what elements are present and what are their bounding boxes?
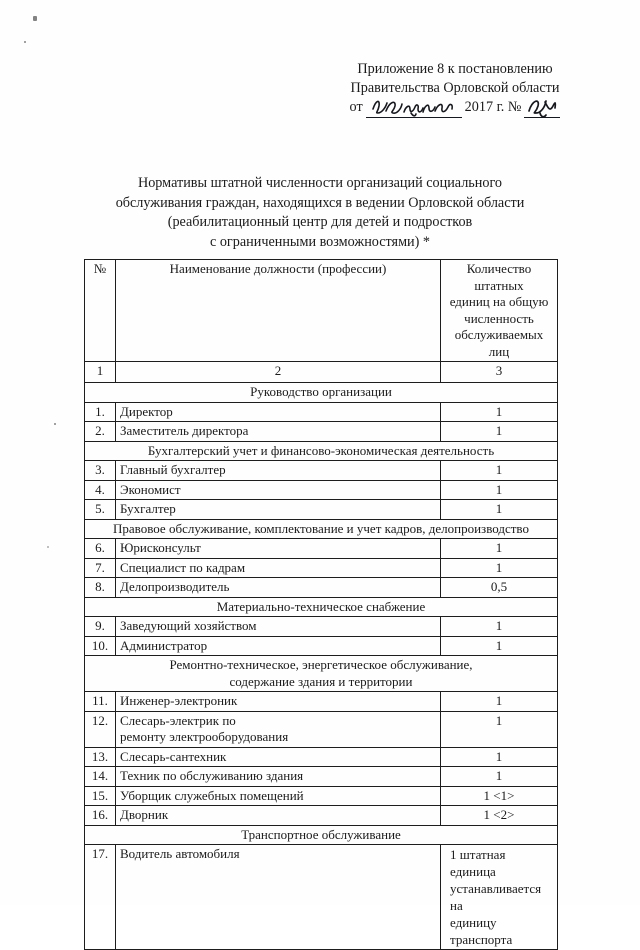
table-row <box>85 480 558 500</box>
table-row <box>85 617 558 637</box>
table-row <box>85 422 558 442</box>
row-number: 12. <box>85 711 116 747</box>
row-position-name: Дворник <box>116 806 441 826</box>
section-title: Ремонтно-техническое, энергетическое обслуживание, содержание здания и территории <box>85 656 558 692</box>
table-row <box>85 402 558 422</box>
row-position-name: Директор <box>116 402 441 422</box>
row-number: 4. <box>85 480 116 500</box>
title-line-4: с ограниченными возможностями) * <box>209 233 431 250</box>
row-position-name: Экономист <box>116 480 441 500</box>
row-quantity: 1 <2> <box>441 806 558 826</box>
table-row <box>85 786 558 806</box>
date-prefix-label: от <box>349 99 363 115</box>
row-number: 5. <box>85 500 116 520</box>
row-quantity: 1 <box>441 539 558 559</box>
row-quantity: 1 <box>441 500 558 520</box>
row-quantity: 1 <box>441 422 558 442</box>
table-row <box>85 578 558 598</box>
section-title: Бухгалтерский учет и финансово-экономическая деятельность <box>85 441 558 461</box>
column-number-2: 2 <box>116 362 441 383</box>
table-row <box>85 711 558 747</box>
row-position-name: Инженер-электроник <box>116 692 441 712</box>
row-number: 3. <box>85 461 116 481</box>
row-number: 16. <box>85 806 116 826</box>
row-number: 2. <box>85 422 116 442</box>
section-header-row <box>85 656 558 692</box>
row-position-name: Специалист по кадрам <box>116 558 441 578</box>
table-header-row <box>85 260 558 362</box>
row-position-name: Главный бухгалтер <box>116 461 441 481</box>
appendix-reference-line-1: Приложение 8 к постановлению <box>357 61 553 77</box>
section-header-row <box>85 383 558 403</box>
section-header-row <box>85 441 558 461</box>
row-quantity: 1 <box>441 692 558 712</box>
row-number: 8. <box>85 578 116 598</box>
row-position-name: Слесарь-электрик по ремонту электрооборудования <box>116 711 441 747</box>
row-position-name: Техник по обслуживанию здания <box>116 767 441 787</box>
decree-date-line <box>300 98 610 118</box>
row-position-name: Юрисконсульт <box>116 539 441 559</box>
staffing-norms-table <box>84 259 558 950</box>
row-quantity: 1 <box>441 402 558 422</box>
row-quantity: 1 <box>441 711 558 747</box>
table-row <box>85 767 558 787</box>
table-row <box>85 500 558 520</box>
table-row <box>85 806 558 826</box>
column-number-3: 3 <box>441 362 558 383</box>
row-position-name: Администратор <box>116 636 441 656</box>
column-number-1: 1 <box>85 362 116 383</box>
row-quantity: 0,5 <box>441 578 558 598</box>
table-row <box>85 747 558 767</box>
row-position-name: Водитель автомобиля <box>116 845 441 950</box>
row-number: 13. <box>85 747 116 767</box>
header-cell-number: № <box>85 260 116 362</box>
row-quantity: 1 <box>441 747 558 767</box>
row-position-name: Делопроизводитель <box>116 578 441 598</box>
row-position-name: Заведующий хозяйством <box>116 617 441 637</box>
staffing-table-body <box>85 260 558 950</box>
row-quantity: 1 штатная единица устанавливается на единицу транспорта <box>441 845 558 950</box>
section-header-row <box>85 825 558 845</box>
date-year-suffix: 2017 г. № <box>464 99 522 115</box>
row-quantity: 1 <box>441 636 558 656</box>
header-cell-quantity: Количество штатных единиц на общую численность обслуживаемых лиц <box>441 260 558 362</box>
row-number: 15. <box>85 786 116 806</box>
row-number: 17. <box>85 845 116 950</box>
row-number: 11. <box>85 692 116 712</box>
row-number: 6. <box>85 539 116 559</box>
row-quantity: 1 <box>441 558 558 578</box>
scan-artifact <box>33 16 37 21</box>
row-number: 7. <box>85 558 116 578</box>
row-position-name: Уборщик служебных помещений <box>116 786 441 806</box>
row-number: 10. <box>85 636 116 656</box>
title-line-3: (реабилитационный центр для детей и подростков <box>167 214 473 230</box>
scan-artifact <box>24 41 26 43</box>
handwritten-number-field <box>524 100 560 118</box>
section-title: Материально-техническое снабжение <box>85 597 558 617</box>
column-number-row <box>85 362 558 383</box>
table-row <box>85 461 558 481</box>
scan-artifact <box>47 546 49 548</box>
scan-artifact <box>54 423 56 425</box>
appendix-header <box>300 60 610 118</box>
document-title <box>70 174 570 252</box>
row-number: 1. <box>85 402 116 422</box>
handwritten-date-field <box>366 100 462 118</box>
section-header-row <box>85 519 558 539</box>
section-header-row <box>85 597 558 617</box>
row-number: 14. <box>85 767 116 787</box>
title-line-2: обслуживания граждан, находящихся в ведении Орловской области <box>115 194 525 211</box>
title-line-1: Нормативы штатной численности организаций социального <box>137 175 503 191</box>
row-number: 9. <box>85 617 116 637</box>
row-quantity: 1 <box>441 461 558 481</box>
table-row <box>85 636 558 656</box>
section-title: Руководство организации <box>85 383 558 403</box>
table-row <box>85 539 558 559</box>
row-quantity: 1 <box>441 767 558 787</box>
staffing-table-container <box>84 259 557 950</box>
row-quantity: 1 <box>441 617 558 637</box>
row-position-name: Бухгалтер <box>116 500 441 520</box>
row-position-name: Слесарь-сантехник <box>116 747 441 767</box>
section-title: Правовое обслуживание, комплектование и учет кадров, делопроизводство <box>85 519 558 539</box>
header-cell-position: Наименование должности (профессии) <box>116 260 441 362</box>
table-row <box>85 558 558 578</box>
table-row <box>85 845 558 950</box>
row-position-name: Заместитель директора <box>116 422 441 442</box>
table-row <box>85 692 558 712</box>
row-quantity: 1 <box>441 480 558 500</box>
appendix-reference-line-2: Правительства Орловской области <box>350 79 560 96</box>
row-quantity: 1 <1> <box>441 786 558 806</box>
section-title: Транспортное обслуживание <box>85 825 558 845</box>
